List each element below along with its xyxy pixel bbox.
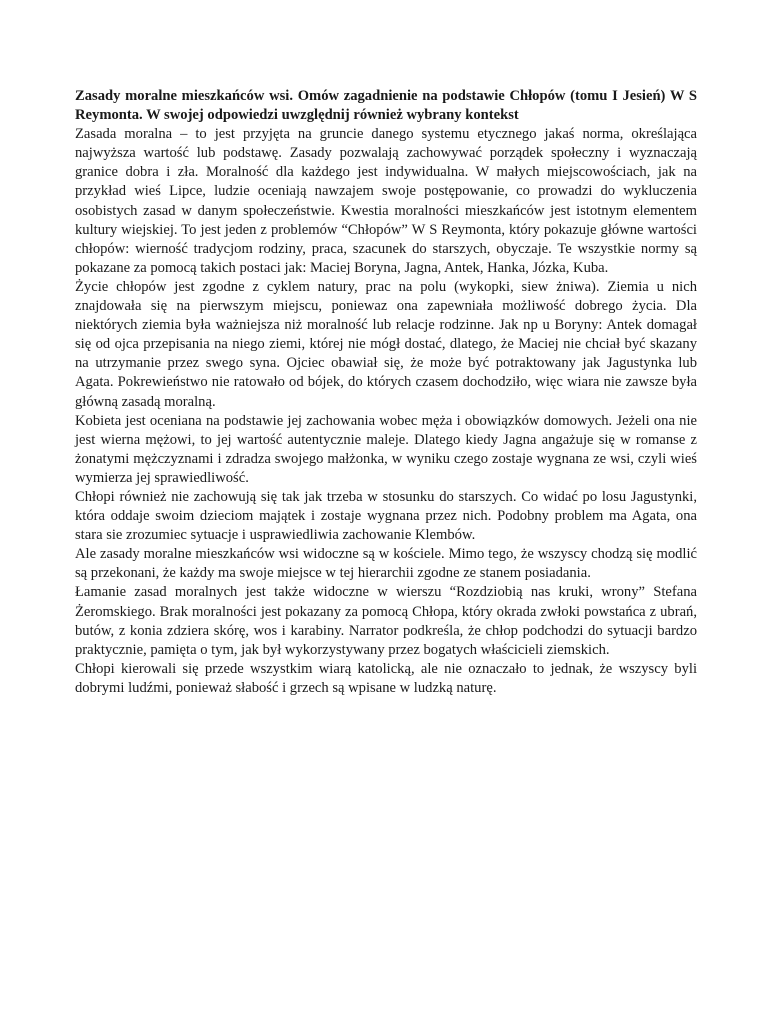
document-body xyxy=(75,87,697,698)
paragraph-church: Ale zasady moralne mieszkańców wsi widoczne są w kościele. Mimo tego, że wszyscy chodzą się modlić są przekonani, że każdy ma swoje miejsce w tej hierarchii zgodne ze stanem posiadania. xyxy=(75,546,697,582)
paragraph-woman: Kobieta jest oceniana na podstawie jej zachowania wobec męża i obowiązków domowych. Jeżeli ona nie jest wierna mężowi, to jej wartość autentycznie maleje. Dlatego kiedy Jagna angażuje się w romanse z żonatymi mężczyznami i zdradza swojego małżonka, w wyniku czego zostaje wygnana ze wsi, czyli wieś wymierza jej sprawiedliwość. xyxy=(75,412,697,486)
paragraph-elders: Chłopi również nie zachowują się tak jak trzeba w stosunku do starszych. Co widać po losu Jagustynki, która oddaje swoim dzieciom majątek i zostaje wygnana przez nich. Podobny problem ma Agata, ona stara sie zrozumiec sytuacje i usprawiedliwia zachowanie Klembów. xyxy=(75,488,697,544)
paragraph-conclusion: Chłopi kierowali się przede wszystkim wiarą katolicką, ale nie oznaczało to jednak, że wszyscy byli dobrymi ludźmi, ponieważ słabość i grzech są wpisane w ludzką naturę. xyxy=(75,660,697,696)
paragraph-context: Łamanie zasad moralnych jest także widoczne w wierszu “Rozdziobią nas kruki, wrony” Stefana Żeromskiego. Brak moralności jest pokazany za pomocą Chłopa, który okrada zwłoki powstańca z ubrań, butów, z konia zdziera skórę, wos i karabiny. Narrator podkreśla, że chłop podchodzi do sytuacji bardzo praktycznie, pamięta o tym, jak był wykorzystywany przez bogatych właścicieli ziemskich. xyxy=(75,584,697,658)
paragraph-land: Życie chłopów jest zgodne z cyklem natury, prac na polu (wykopki, siew żniwa). Ziemia u nich znajdowała się na pierwszym miejscu, poniewaz ona zapewniała możliwość dobrego życia. Dla niektórych ziemia była ważniejsza niż moralność lub relacje rodzinne. Jak np u Boryny: Antek domagał się od ojca przepisania na niego ziemi, której nie mógł dostać, dlatego, że Maciej nie chciał być skazany na utrzymanie przez swego syna. Ojciec obawiał się, że może być potraktowany jak Jagustynka lub Agata. Pokrewieństwo nie ratowało od bójek, do których czasem dochodziło, więc wiara nie zawsze była główną zasadą moralną. xyxy=(75,278,697,410)
document-title: Zasady moralne mieszkańców wsi. Omów zagadnienie na podstawie Chłopów (tomu I Jesień) W S Reymonta. W swojej odpowiedzi uwzględnij również wybrany kontekst xyxy=(75,88,697,124)
paragraph-definition: Zasada moralna – to jest przyjęta na gruncie danego systemu etycznego jakaś norma, określająca najwyższa wartość lub podstawę. Zasady pozwalają zachowywać porządek społeczny i wyznaczają granice dobra i zła. Moralność dla każdego jest indywidualna. W małych miejscowościach, jak na przykład wieś Lipce, ludzie oceniają nawzajem swoje postępowanie, co prowadzi do wykluczenia osobistych zasad w danym społeczeństwie. Kwestia moralności mieszkańców jest istotnym elementem kultury wiejskiej. To jest jeden z problemów “Chłopów” W S Reymonta, który pokazuje główne wartości chłopów: wierność tradycjom rodziny, praca, szacunek do starszych, obyczaje. Te wszystkie normy są pokazane za pomocą takich postaci jak: Maciej Boryna, Jagna, Antek, Hanka, Józka, Kuba. xyxy=(75,126,697,276)
